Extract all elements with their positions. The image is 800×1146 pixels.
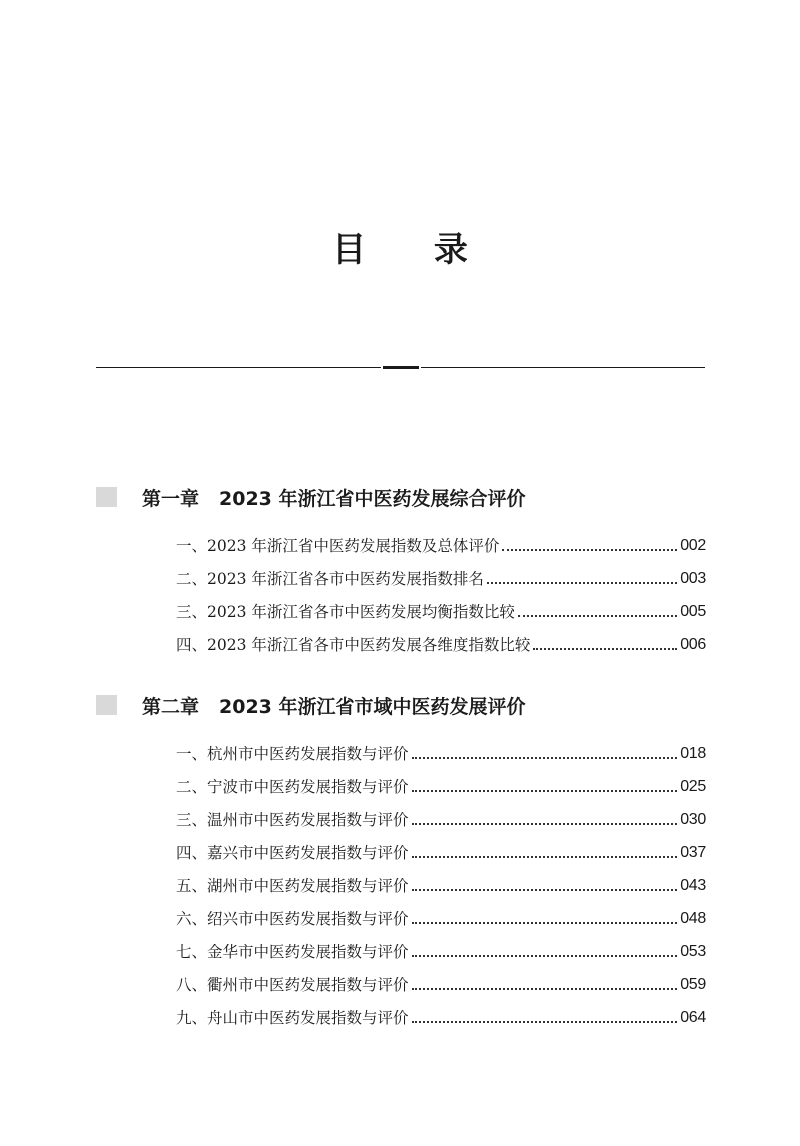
entry-page-number: 059 [680, 976, 706, 993]
entry-title: 舟山市中医药发展指数与评价 [207, 1009, 409, 1027]
entry-title: 杭州市中医药发展指数与评价 [207, 745, 409, 763]
toc-entry[interactable] [176, 775, 706, 799]
chapter-heading[interactable] [96, 482, 706, 512]
entry-number: 四、 [176, 636, 208, 654]
entry-page-number: 048 [680, 910, 706, 927]
dot-leader [412, 922, 678, 924]
entry-title: 湖州市中医药发展指数与评价 [207, 877, 409, 895]
entry-page-number: 030 [680, 811, 706, 828]
toc-entry[interactable] [176, 742, 706, 766]
entry-number: 一、 [176, 745, 208, 763]
entry-number: 二、 [176, 570, 208, 588]
toc-entry[interactable] [176, 973, 706, 997]
dot-leader [412, 757, 678, 759]
toc-entry[interactable] [176, 534, 706, 558]
entry-number: 三、 [176, 811, 208, 829]
dot-leader [412, 988, 678, 990]
dot-leader [412, 955, 678, 957]
dot-leader [502, 549, 677, 551]
toc-entry[interactable] [176, 567, 706, 591]
entry-title: 金华市中医药发展指数与评价 [207, 943, 409, 961]
entry-page-number: 053 [680, 943, 706, 960]
toc-entry[interactable] [176, 907, 706, 931]
title-divider-left [96, 367, 381, 368]
entry-title: 2023 年浙江省中医药发展指数及总体评价 [207, 537, 500, 555]
entry-title: 衢州市中医药发展指数与评价 [207, 976, 409, 994]
entry-page-number: 003 [680, 570, 706, 587]
entry-number: 九、 [176, 1009, 208, 1027]
chapter-heading[interactable] [96, 690, 706, 720]
page-title: 目 录 [332, 230, 496, 270]
toc-entry[interactable] [176, 633, 706, 657]
toc-entry[interactable] [176, 874, 706, 898]
entry-title: 温州市中医药发展指数与评价 [207, 811, 409, 829]
dot-leader [412, 1021, 678, 1023]
toc-entry[interactable] [176, 1006, 706, 1030]
entry-number: 二、 [176, 778, 208, 796]
entry-title: 2023 年浙江省各市中医药发展均衡指数比较 [207, 603, 515, 621]
entry-page-number: 025 [680, 778, 706, 795]
entry-number: 一、 [176, 537, 208, 555]
entry-number: 八、 [176, 976, 208, 994]
dot-leader [487, 582, 677, 584]
entry-page-number: 018 [680, 745, 706, 762]
chapter-marker [96, 487, 117, 507]
entry-number: 四、 [176, 844, 208, 862]
chapter-label: 第一章 [142, 487, 200, 510]
entry-page-number: 006 [680, 636, 706, 653]
entry-page-number: 005 [680, 603, 706, 620]
toc-entry[interactable] [176, 808, 706, 832]
entry-number: 三、 [176, 603, 208, 621]
toc-entry[interactable] [176, 841, 706, 865]
entry-title: 绍兴市中医药发展指数与评价 [207, 910, 409, 928]
entry-title: 2023 年浙江省各市中医药发展各维度指数比较 [207, 636, 531, 654]
dot-leader [412, 823, 678, 825]
title-divider-center [383, 366, 419, 369]
entry-title: 宁波市中医药发展指数与评价 [207, 778, 409, 796]
chapter-1 [96, 482, 706, 654]
entry-page-number: 037 [680, 844, 706, 861]
entry-page-number: 064 [680, 1009, 706, 1026]
chapter-2 [96, 690, 706, 1027]
toc-entry[interactable] [176, 940, 706, 964]
entry-page-number: 002 [680, 537, 706, 554]
dot-leader [518, 615, 677, 617]
chapter-title: 2023 年浙江省中医药发展综合评价 [219, 487, 526, 510]
dot-leader [533, 648, 677, 650]
chapter-title: 2023 年浙江省市域中医药发展评价 [219, 695, 526, 718]
chapter-marker [96, 695, 117, 715]
entry-title: 嘉兴市中医药发展指数与评价 [207, 844, 409, 862]
chapter-label: 第二章 [142, 695, 200, 718]
entry-title: 2023 年浙江省各市中医药发展指数排名 [207, 570, 484, 588]
toc-entry[interactable] [176, 600, 706, 624]
entry-number: 六、 [176, 910, 208, 928]
entry-page-number: 043 [680, 877, 706, 894]
title-divider-right [421, 367, 705, 368]
dot-leader [412, 790, 678, 792]
dot-leader [412, 889, 678, 891]
entry-number: 七、 [176, 943, 208, 961]
dot-leader [412, 856, 678, 858]
entry-number: 五、 [176, 877, 208, 895]
